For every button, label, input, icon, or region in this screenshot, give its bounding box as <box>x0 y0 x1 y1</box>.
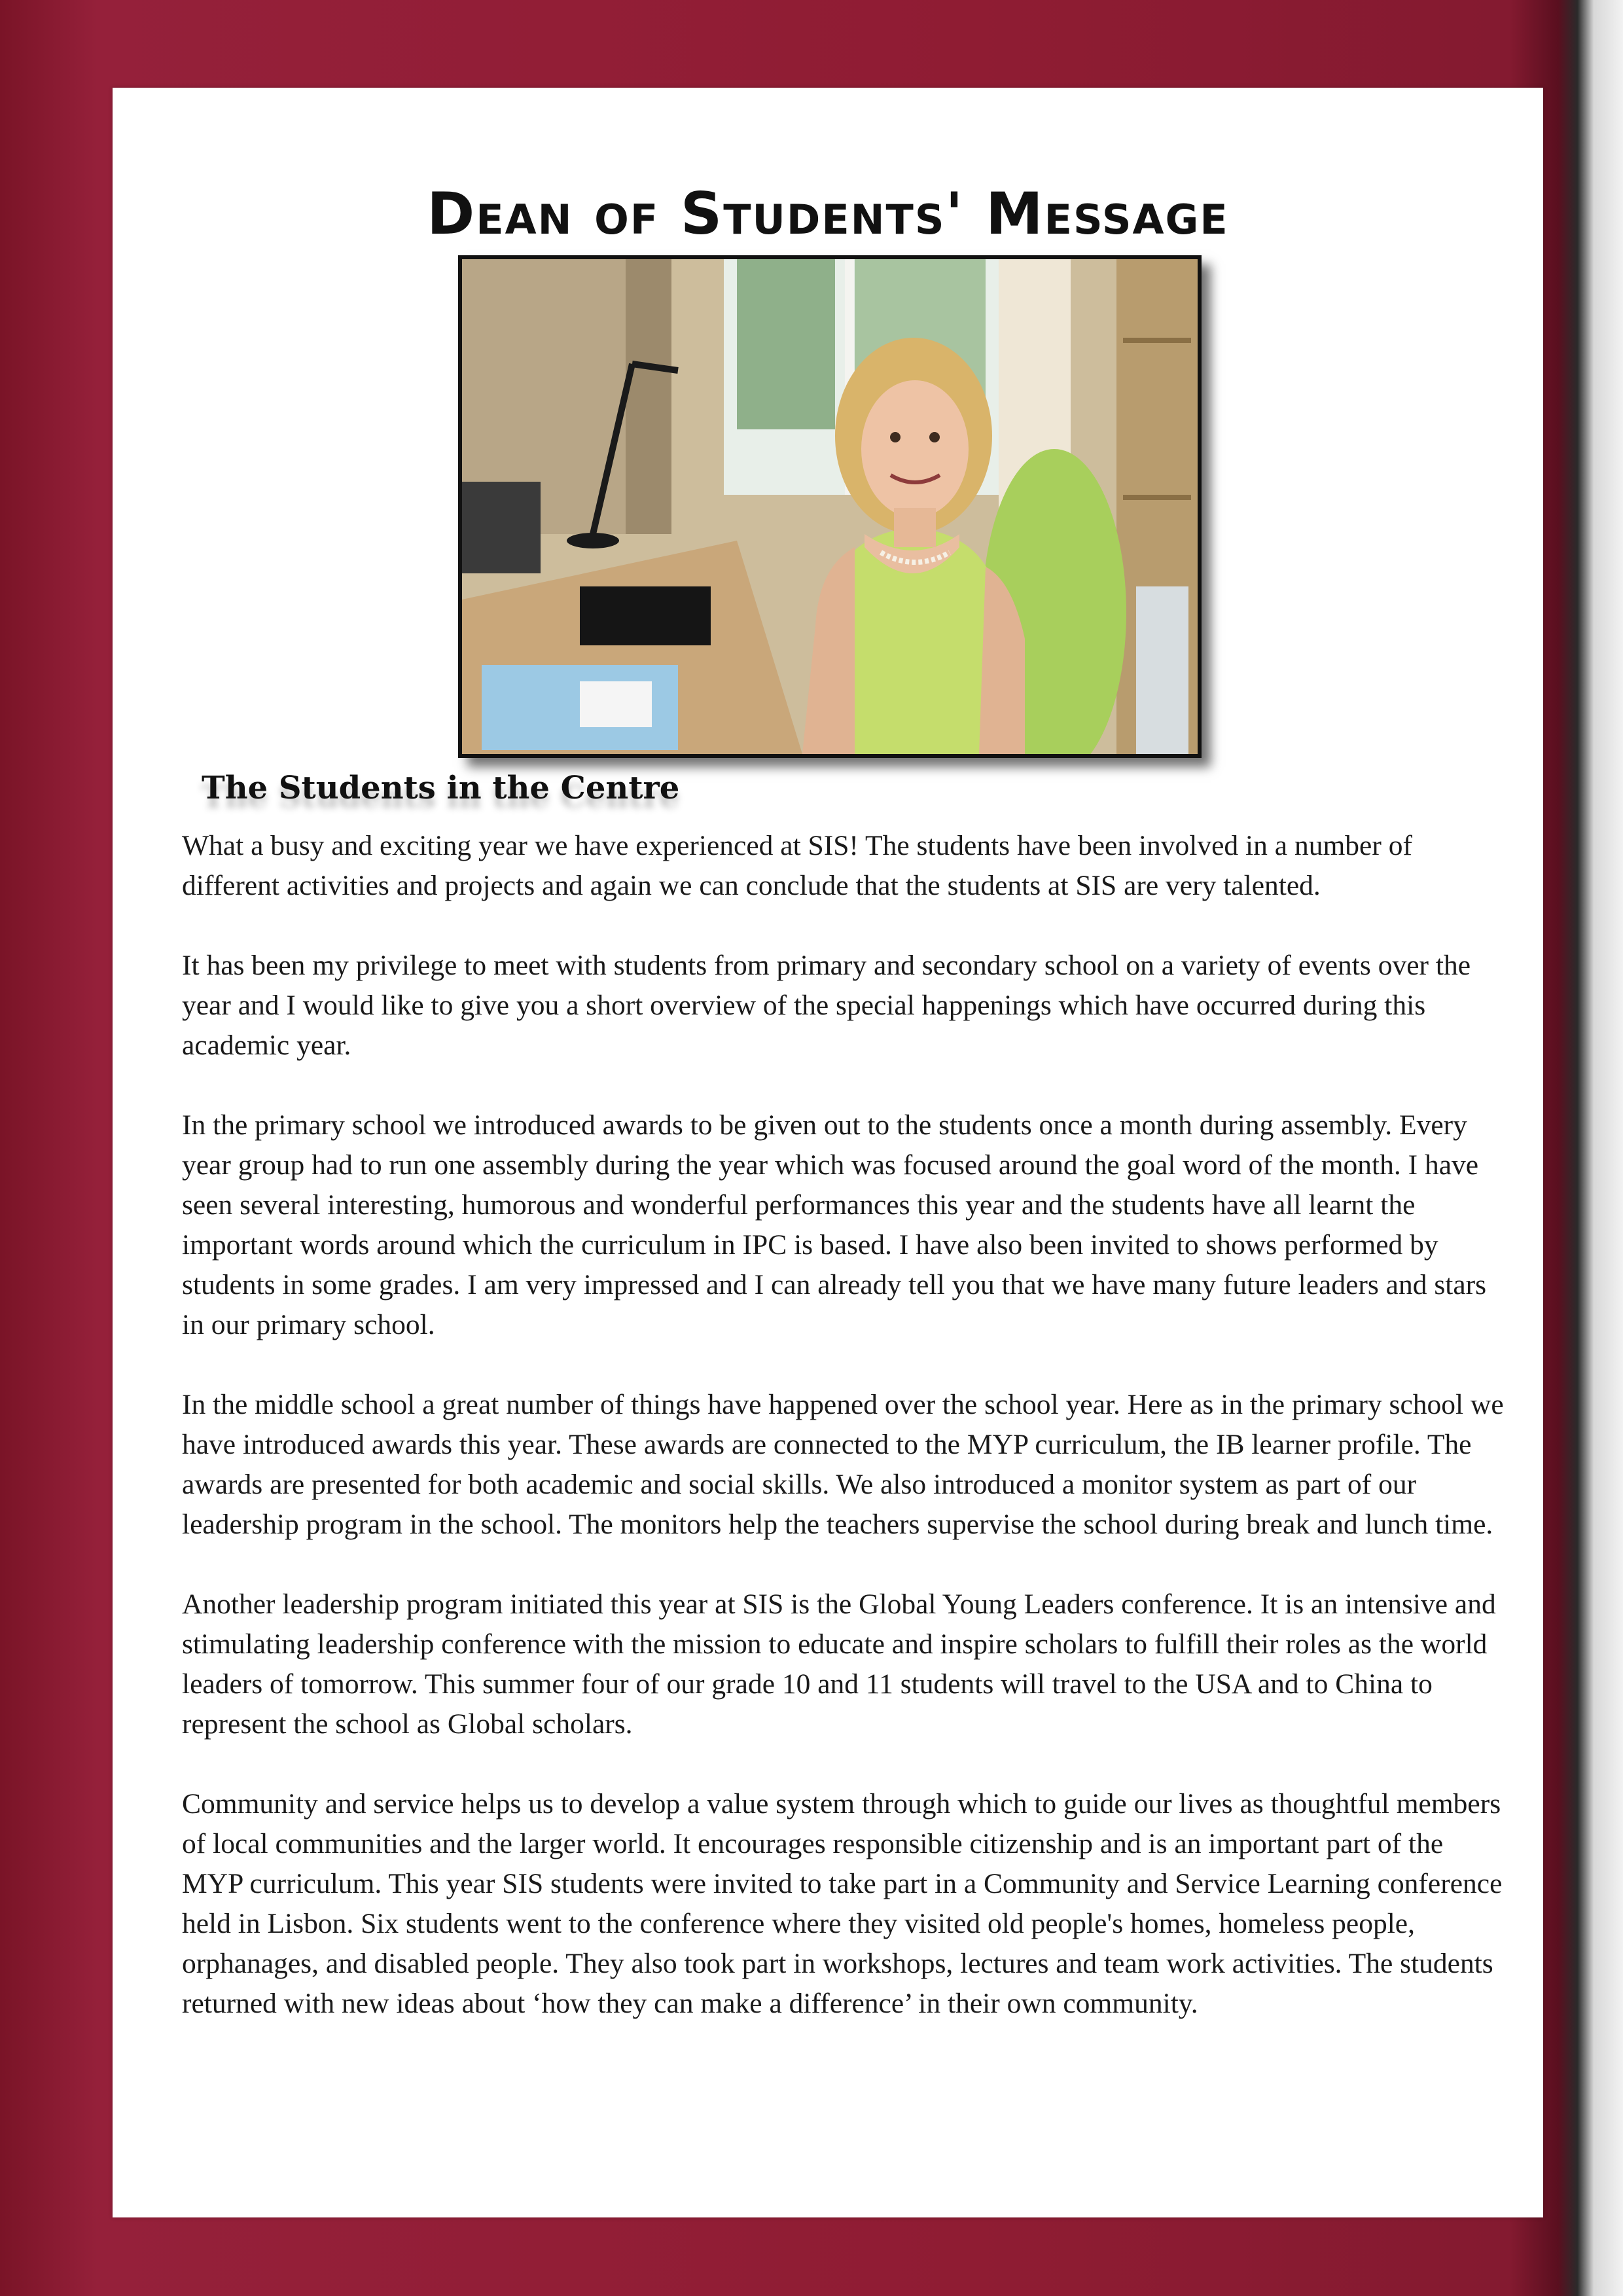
paragraph-3: In the primary school we introduced awards to be given out to the students once a month during assembly. Every year group had to run one assembly during the year which was focused around the goal word of the month. I have seen several interesting, humorous and wonderful performances this year and the students have all learnt the important words around which the curriculum in IPC is based. I have also been invited to shows performed by students in some grades. I am very impressed and I can already tell you that we have many future leaders and stars in our primary school. <box>182 1109 1487 1340</box>
paragraph-6: Community and service helps us to develop a value system through which to guide our lives as thoughtful members of local communities and the larger world. It encourages responsible citizenship and is an important part of the MYP curriculum. This year SIS students were invited to take part in a Community and Service Learning conference held in Lisbon. Six students went to the conference where they visited old people's homes, homeless people, orphanages, and disabled people. They also took part in workshops, lectures and team work activities. The students returned with new ideas about ‘how they can make a difference’ in their own community. <box>182 1788 1503 2019</box>
page-title: Dean of Students' Message <box>427 179 1229 247</box>
paragraph-4: In the middle school a great number of things have happened over the school year. Here as in the primary school we have introduced awards this year. These awards are connected to the MYP curriculum, the IB learner profile. The awards are presented for both academic and social skills. We also introduced a monitor system as part of our leadership program in the school. The monitors help the teachers supervise the school during break and lunch time. <box>182 1389 1504 1540</box>
article-body <box>182 826 1504 2064</box>
photo-illustration <box>462 259 1198 754</box>
page-sheet <box>113 88 1543 2217</box>
section-subheading: The Students in the Centre <box>202 770 680 806</box>
paragraph-5: Another leadership program initiated this year at SIS is the Global Young Leaders conference. It is an intensive and stimulating leadership conference with the mission to educate and inspire scholars to fulfill their roles as the world leaders of tomorrow. This summer four of our grade 10 and 11 students will travel to the USA and to China to represent the school as Global scholars. <box>182 1588 1496 1740</box>
paragraph-2: It has been my privilege to meet with students from primary and secondary school on a variety of events over the year and I would like to give you a short overview of the special happenings which have occurred during this academic year. <box>182 950 1471 1061</box>
portrait-photo-icon <box>458 255 1202 758</box>
paragraph-1: What a busy and exciting year we have experienced at SIS! The students have been involved in a number of different activities and projects and again we can conclude that the students at SIS are very talented. <box>182 830 1412 901</box>
